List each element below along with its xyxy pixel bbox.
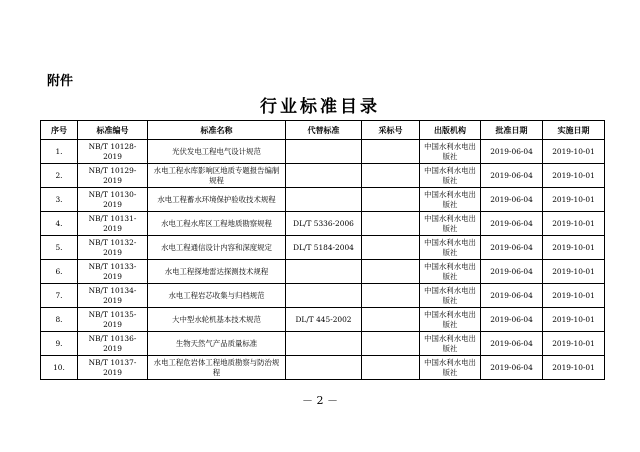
cell-approved: 2019-06-04 [481, 332, 543, 356]
cell-replaces [286, 284, 362, 308]
cell-no: 9. [41, 332, 78, 356]
cell-publisher: 中国水利水电出版社 [420, 140, 481, 164]
cell-no: 1. [41, 140, 78, 164]
cell-replaces: DL/T 445-2002 [286, 308, 362, 332]
table-header-row [41, 121, 605, 140]
cell-effective: 2019-10-01 [543, 236, 605, 260]
cell-publisher: 中国水利水电出版社 [420, 236, 481, 260]
table-row [41, 356, 605, 380]
cell-code: NB/T 10132-2019 [78, 236, 148, 260]
cell-no: 2. [41, 164, 78, 188]
cell-no: 6. [41, 260, 78, 284]
cell-adopted [362, 332, 420, 356]
cell-publisher: 中国水利水电出版社 [420, 356, 481, 380]
cell-approved: 2019-06-04 [481, 236, 543, 260]
cell-name: 生物天然气产品质量标准 [148, 332, 286, 356]
cell-approved: 2019-06-04 [481, 260, 543, 284]
cell-effective: 2019-10-01 [543, 356, 605, 380]
col-header-adopted: 采标号 [362, 121, 420, 140]
cell-publisher: 中国水利水电出版社 [420, 212, 481, 236]
cell-effective: 2019-10-01 [543, 332, 605, 356]
cell-effective: 2019-10-01 [543, 164, 605, 188]
cell-approved: 2019-06-04 [481, 188, 543, 212]
cell-no: 5. [41, 236, 78, 260]
table-row [41, 164, 605, 188]
cell-publisher: 中国水利水电出版社 [420, 164, 481, 188]
cell-effective: 2019-10-01 [543, 188, 605, 212]
cell-code: NB/T 10131-2019 [78, 212, 148, 236]
cell-no: 8. [41, 308, 78, 332]
cell-effective: 2019-10-01 [543, 308, 605, 332]
cell-adopted [362, 164, 420, 188]
cell-adopted [362, 308, 420, 332]
col-header-approved: 批准日期 [481, 121, 543, 140]
cell-code: NB/T 10134-2019 [78, 284, 148, 308]
cell-adopted [362, 284, 420, 308]
cell-approved: 2019-06-04 [481, 140, 543, 164]
cell-approved: 2019-06-04 [481, 356, 543, 380]
standards-table [40, 120, 605, 380]
cell-no: 10. [41, 356, 78, 380]
cell-replaces [286, 332, 362, 356]
table-row [41, 236, 605, 260]
cell-adopted [362, 260, 420, 284]
cell-effective: 2019-10-01 [543, 260, 605, 284]
cell-approved: 2019-06-04 [481, 212, 543, 236]
cell-name: 水电工程蓄水环境保护验收技术规程 [148, 188, 286, 212]
col-header-publisher: 出版机构 [420, 121, 481, 140]
cell-effective: 2019-10-01 [543, 140, 605, 164]
cell-code: NB/T 10128-2019 [78, 140, 148, 164]
cell-adopted [362, 188, 420, 212]
cell-code: NB/T 10130-2019 [78, 188, 148, 212]
cell-approved: 2019-06-04 [481, 308, 543, 332]
col-header-code: 标准编号 [78, 121, 148, 140]
page-title: 行业标准目录 [260, 97, 380, 117]
cell-code: NB/T 10135-2019 [78, 308, 148, 332]
cell-name: 水电工程通信设计内容和深度规定 [148, 236, 286, 260]
table-row [41, 260, 605, 284]
cell-effective: 2019-10-01 [543, 284, 605, 308]
cell-publisher: 中国水利水电出版社 [420, 308, 481, 332]
cell-publisher: 中国水利水电出版社 [420, 188, 481, 212]
cell-no: 7. [41, 284, 78, 308]
table-row [41, 332, 605, 356]
attachment-label: 附件 [47, 74, 74, 89]
col-header-no: 序号 [41, 121, 78, 140]
cell-publisher: 中国水利水电出版社 [420, 260, 481, 284]
cell-no: 3. [41, 188, 78, 212]
table-row [41, 188, 605, 212]
cell-publisher: 中国水利水电出版社 [420, 332, 481, 356]
cell-approved: 2019-06-04 [481, 284, 543, 308]
cell-replaces: DL/T 5184-2004 [286, 236, 362, 260]
col-header-replaces: 代替标准 [286, 121, 362, 140]
cell-effective: 2019-10-01 [543, 212, 605, 236]
cell-name: 水电工程水库影响区地质专题报告编制规程 [148, 164, 286, 188]
cell-name: 水电工程危岩体工程地质勘察与防治规程 [148, 356, 286, 380]
cell-code: NB/T 10137-2019 [78, 356, 148, 380]
col-header-name: 标准名称 [148, 121, 286, 140]
cell-replaces [286, 140, 362, 164]
cell-adopted [362, 140, 420, 164]
cell-replaces [286, 356, 362, 380]
cell-replaces [286, 260, 362, 284]
cell-code: NB/T 10129-2019 [78, 164, 148, 188]
cell-name: 大中型水轮机基本技术规范 [148, 308, 286, 332]
cell-adopted [362, 356, 420, 380]
table-row [41, 212, 605, 236]
cell-name: 水电工程岩芯收集与归档规范 [148, 284, 286, 308]
cell-publisher: 中国水利水电出版社 [420, 284, 481, 308]
cell-adopted [362, 212, 420, 236]
cell-replaces: DL/T 5336-2006 [286, 212, 362, 236]
cell-replaces [286, 164, 362, 188]
table-row [41, 308, 605, 332]
cell-replaces [286, 188, 362, 212]
cell-name: 水电工程探地雷达探测技术规程 [148, 260, 286, 284]
cell-code: NB/T 10133-2019 [78, 260, 148, 284]
cell-code: NB/T 10136-2019 [78, 332, 148, 356]
page-number: － 2 － [302, 394, 338, 407]
col-header-effective: 实施日期 [543, 121, 605, 140]
cell-no: 4. [41, 212, 78, 236]
cell-approved: 2019-06-04 [481, 164, 543, 188]
table-row [41, 284, 605, 308]
cell-name: 光伏发电工程电气设计规范 [148, 140, 286, 164]
cell-name: 水电工程水库区工程地质勘察规程 [148, 212, 286, 236]
table-row [41, 140, 605, 164]
cell-adopted [362, 236, 420, 260]
